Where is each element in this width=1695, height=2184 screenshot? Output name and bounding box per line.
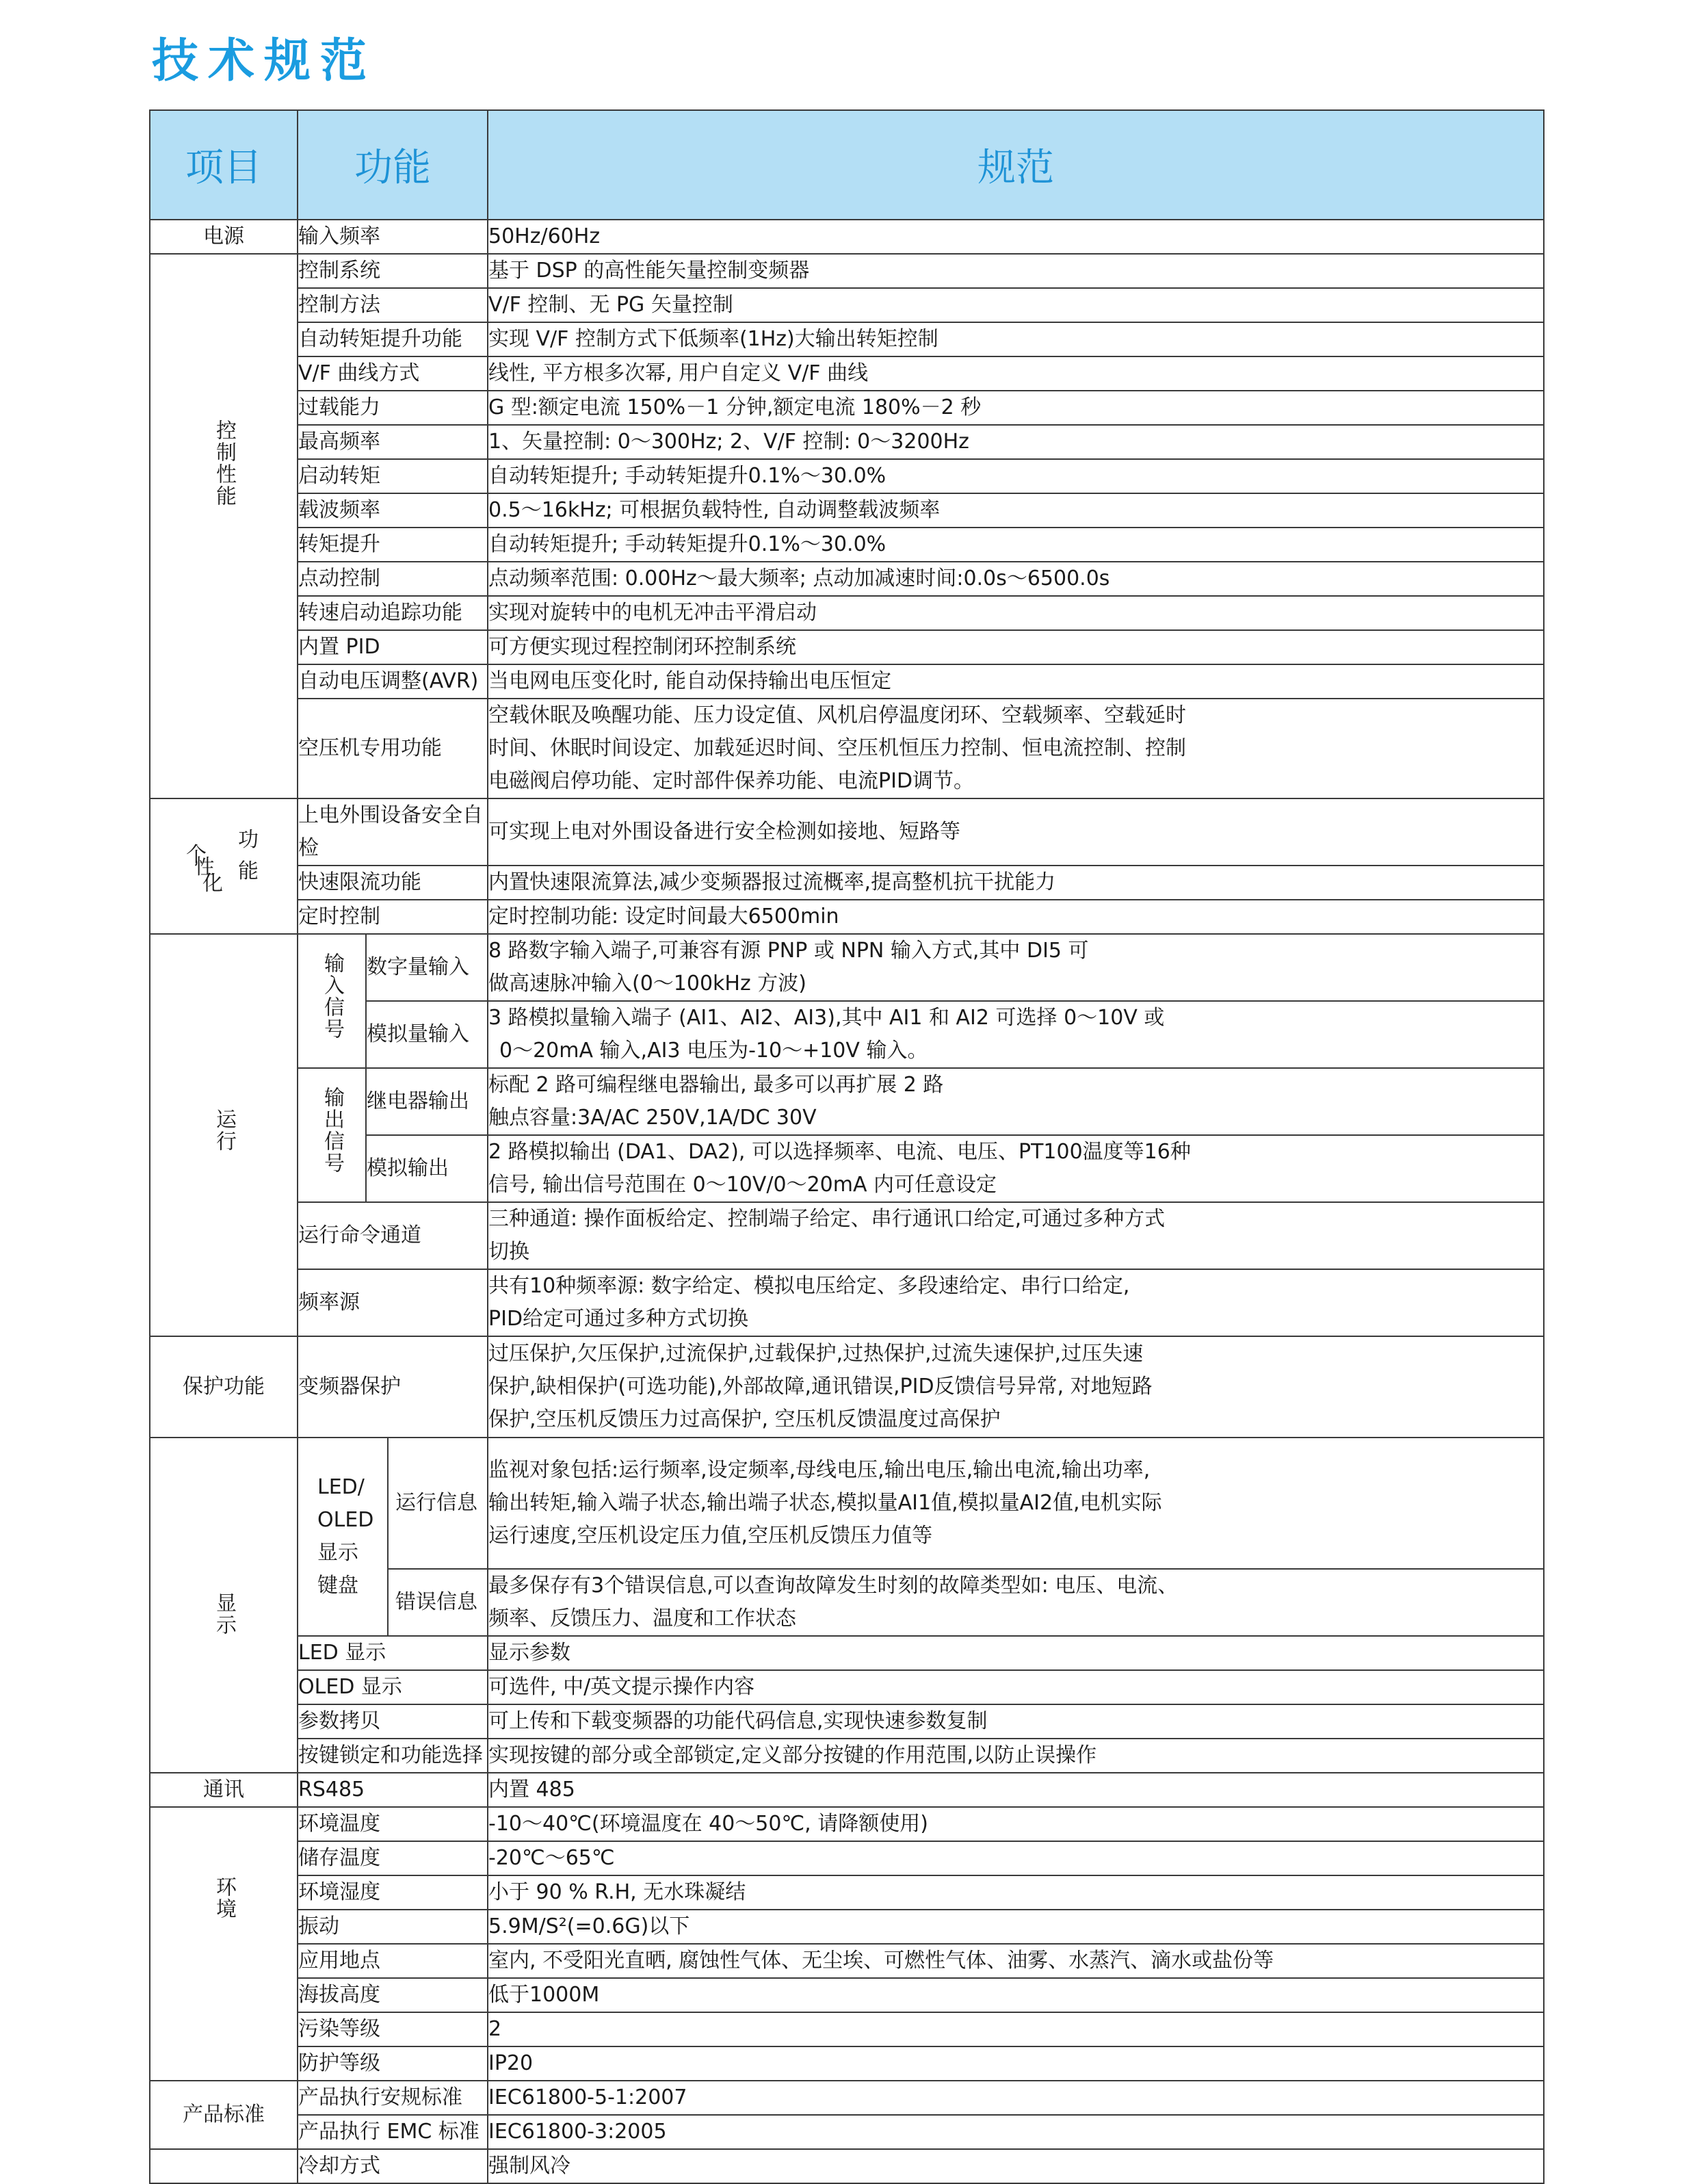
- function-cell: 数字量输入: [366, 934, 488, 1001]
- table-row: [150, 2081, 1544, 2115]
- function-cell: 环境温度: [298, 1807, 488, 1841]
- function-cell: 空压机专用功能: [298, 699, 488, 798]
- table-row: [150, 1841, 1544, 1875]
- table-row: [150, 664, 1544, 699]
- table-row: [150, 288, 1544, 322]
- table-row: [150, 562, 1544, 596]
- spec-cell: [488, 1135, 1544, 1202]
- category-power: 电源: [150, 220, 298, 254]
- spec-cell: 自动转矩提升; 手动转矩提升0.1%～30.0%: [488, 528, 1544, 562]
- spec-cell: -10～40℃(环境温度在 40～50℃, 请降额使用): [488, 1807, 1544, 1841]
- spec-line: 切换: [488, 1240, 529, 1264]
- spec-cell: IEC61800-5-1:2007: [488, 2081, 1544, 2115]
- table-row: [150, 1910, 1544, 1944]
- spec-cell: 室内, 不受阳光直晒, 腐蚀性气体、无尘埃、可燃性气体、油雾、水蒸汽、滴水或盐份等: [488, 1944, 1544, 1978]
- table-row: [150, 1068, 1544, 1135]
- table-row: [150, 2046, 1544, 2081]
- function-cell: 冷却方式: [298, 2149, 488, 2183]
- spec-line: 8 路数字输入端子,可兼容有源 PNP 或 NPN 输入方式,其中 DI5 可: [488, 939, 1089, 963]
- subgroup-led-oled-keypad: LED/ OLED 显示 键盘: [298, 1438, 388, 1636]
- subgroup-output-signal: 输出信号: [298, 1068, 366, 1202]
- function-cell: 污染等级: [298, 2012, 488, 2046]
- category-standard: 产品标准: [150, 2081, 298, 2149]
- category-comm: 通讯: [150, 1773, 298, 1807]
- table-header-row: [150, 110, 1544, 220]
- table-row: [150, 630, 1544, 664]
- category-protection: 保护功能: [150, 1336, 298, 1438]
- spec-line: 最多保存有3个错误信息,可以查询故障发生时刻的故障类型如: 电压、电流、: [488, 1574, 1179, 1598]
- spec-cell: 50Hz/60Hz: [488, 220, 1544, 254]
- spec-cell: 线性, 平方根多次幂, 用户自定义 V/F 曲线: [488, 356, 1544, 391]
- table-row: [150, 1807, 1544, 1841]
- spec-cell: 定时控制功能: 设定时间最大6500min: [488, 900, 1544, 934]
- spec-cell: [488, 1202, 1544, 1269]
- table-row: [150, 493, 1544, 528]
- function-cell: 输入频率: [298, 220, 488, 254]
- function-cell: 错误信息: [388, 1569, 488, 1636]
- spec-cell: V/F 控制、无 PG 矢量控制: [488, 288, 1544, 322]
- function-cell: 自动转矩提升功能: [298, 322, 488, 356]
- table-row: [150, 1636, 1544, 1670]
- function-cell: 振动: [298, 1910, 488, 1944]
- function-cell: 模拟输出: [366, 1135, 488, 1202]
- spec-cell: 点动频率范围: 0.00Hz～最大频率; 点动加减速时间:0.0s～6500.0s: [488, 562, 1544, 596]
- spec-cell: [488, 699, 1544, 798]
- function-cell: 应用地点: [298, 1944, 488, 1978]
- category-personal: [150, 798, 298, 934]
- category-empty: [150, 2149, 298, 2183]
- table-row: [150, 220, 1544, 254]
- category-display-label: 显示: [212, 1591, 236, 1636]
- spec-line: 运行速度,空压机设定压力值,空压机反馈压力值等: [488, 1524, 933, 1548]
- table-row: [150, 1978, 1544, 2012]
- function-cell: 载波频率: [298, 493, 488, 528]
- function-cell: 产品执行安规标准: [298, 2081, 488, 2115]
- spec-cell: 5.9M/S²(=0.6G)以下: [488, 1910, 1544, 1944]
- table-row: [150, 1944, 1544, 1978]
- table-row: [150, 2149, 1544, 2183]
- category-operation: [150, 934, 298, 1336]
- spec-line: 标配 2 路可编程继电器输出, 最多可以再扩展 2 路: [488, 1073, 944, 1097]
- table-row: [150, 1269, 1544, 1336]
- spec-cell: [488, 1336, 1544, 1438]
- function-cell: V/F 曲线方式: [298, 356, 488, 391]
- spec-cell: 实现 V/F 控制方式下低频率(1Hz)大输出转矩控制: [488, 322, 1544, 356]
- spec-cell: 1、矢量控制: 0～300Hz; 2、V/F 控制: 0～3200Hz: [488, 425, 1544, 459]
- table-row: [150, 934, 1544, 1001]
- function-cell: 启动转矩: [298, 459, 488, 493]
- function-cell: 变频器保护: [298, 1336, 488, 1438]
- spec-cell: 可实现上电对外围设备进行安全检测如接地、短路等: [488, 798, 1544, 866]
- function-cell: RS485: [298, 1773, 488, 1807]
- table-row: [150, 254, 1544, 288]
- function-cell: 过载能力: [298, 391, 488, 425]
- table-row: [150, 1704, 1544, 1739]
- spec-line: 输出转矩,输入端子状态,输出端子状态,模拟量AI1值,模拟量AI2值,电机实际: [488, 1491, 1162, 1515]
- spec-line: PID给定可通过多种方式切换: [488, 1307, 749, 1331]
- table-row: [150, 900, 1544, 934]
- spec-cell: 实现按键的部分或全部锁定,定义部分按键的作用范围,以防止误操作: [488, 1739, 1544, 1773]
- spec-line: 0～20mA 输入,AI3 电压为-10～+10V 输入。: [499, 1039, 928, 1063]
- function-cell: 储存温度: [298, 1841, 488, 1875]
- category-env: [150, 1807, 298, 2081]
- table-row: [150, 1670, 1544, 1704]
- spec-line: 保护,空压机反馈压力过高保护, 空压机反馈温度过高保护: [488, 1407, 1001, 1431]
- spec-cell: IEC61800-3:2005: [488, 2115, 1544, 2149]
- function-cell: 频率源: [298, 1269, 488, 1336]
- spec-line: 信号, 输出信号范围在 0～10V/0～20mA 内可任意设定: [488, 1173, 997, 1197]
- table-row: [150, 1438, 1544, 1569]
- spec-cell: G 型:额定电流 150%－1 分钟,额定电流 180%－2 秒: [488, 391, 1544, 425]
- table-row: [150, 798, 1544, 866]
- spec-line: 触点容量:3A/AC 250V,1A/DC 30V: [488, 1106, 817, 1130]
- spec-cell: 当电网电压变化时, 能自动保持输出电压恒定: [488, 664, 1544, 699]
- function-cell: 按键锁定和功能选择: [298, 1739, 488, 1773]
- spec-cell: [488, 1438, 1544, 1569]
- spec-line: 共有10种频率源: 数字给定、模拟电压给定、多段速给定、串行口给定,: [488, 1274, 1130, 1298]
- spec-cell: 强制风冷: [488, 2149, 1544, 2183]
- spec-cell: 2: [488, 2012, 1544, 2046]
- function-cell: 控制系统: [298, 254, 488, 288]
- table-row: [150, 866, 1544, 900]
- spec-cell: 自动转矩提升; 手动转矩提升0.1%～30.0%: [488, 459, 1544, 493]
- table-row: [150, 1875, 1544, 1910]
- function-cell: 运行信息: [388, 1438, 488, 1569]
- function-cell: 环境湿度: [298, 1875, 488, 1910]
- spec-line: 2 路模拟输出 (DA1、DA2), 可以选择频率、电流、电压、PT100温度等16种: [488, 1140, 1191, 1164]
- table-row: [150, 459, 1544, 493]
- spec-line: 电磁阀启停功能、定时部件保养功能、电流PID调节。: [488, 769, 975, 793]
- function-cell: 内置 PID: [298, 630, 488, 664]
- category-operation-label: 运行: [212, 1108, 236, 1152]
- spec-line: 时间、休眠时间设定、加载延迟时间、空压机恒压力控制、恒电流控制、控制: [488, 736, 1186, 760]
- table-row: [150, 425, 1544, 459]
- table-row: [150, 2115, 1544, 2149]
- spec-cell: [488, 934, 1544, 1001]
- spec-cell: [488, 1001, 1544, 1068]
- spec-line: 三种通道: 操作面板给定、控制端子给定、串行通讯口给定,可通过多种方式: [488, 1207, 1166, 1231]
- function-cell: 运行命令通道: [298, 1202, 488, 1269]
- spec-cell: 可上传和下载变频器的功能代码信息,实现快速参数复制: [488, 1704, 1544, 1739]
- function-cell: 海拔高度: [298, 1978, 488, 2012]
- spec-cell: 内置快速限流算法,减少变频器报过流概率,提高整机抗干扰能力: [488, 866, 1544, 900]
- table-row: [150, 322, 1544, 356]
- spec-table: [149, 109, 1545, 2184]
- spec-cell: IP20: [488, 2046, 1544, 2081]
- function-cell: 自动电压调整(AVR): [298, 664, 488, 699]
- function-cell: 控制方法: [298, 288, 488, 322]
- spec-cell: [488, 1569, 1544, 1636]
- table-row: [150, 1773, 1544, 1807]
- function-cell: 上电外围设备安全自检: [298, 798, 488, 866]
- function-cell: 快速限流功能: [298, 866, 488, 900]
- function-cell: 转速启动追踪功能: [298, 596, 488, 630]
- spec-line: 做高速脉冲输入(0～100kHz 方波): [488, 972, 806, 996]
- function-cell: 点动控制: [298, 562, 488, 596]
- table-row: [150, 1202, 1544, 1269]
- spec-cell: [488, 1269, 1544, 1336]
- spec-cell: 基于 DSP 的高性能矢量控制变频器: [488, 254, 1544, 288]
- function-cell: OLED 显示: [298, 1670, 488, 1704]
- category-personal-label: 个 功 能 化 性: [186, 828, 259, 896]
- header-item: 项目: [150, 110, 298, 220]
- spec-line: 频率、反馈压力、温度和工作状态: [488, 1607, 796, 1630]
- table-row: [150, 356, 1544, 391]
- spec-cell: 内置 485: [488, 1773, 1544, 1807]
- header-function: 功能: [298, 110, 488, 220]
- category-env-label: 环境: [212, 1875, 236, 1920]
- spec-cell: 0.5～16kHz; 可根据负载特性, 自动调整载波频率: [488, 493, 1544, 528]
- subgroup-input-signal: 输入信号: [298, 934, 366, 1068]
- function-cell: 防护等级: [298, 2046, 488, 2081]
- function-cell: 转矩提升: [298, 528, 488, 562]
- spec-cell: 可方便实现过程控制闭环控制系统: [488, 630, 1544, 664]
- page-title: 技术规范: [152, 34, 377, 88]
- table-row: [150, 699, 1544, 798]
- spec-cell: 可选件, 中/英文提示操作内容: [488, 1670, 1544, 1704]
- spec-line: 空载休眠及唤醒功能、压力设定值、风机启停温度闭环、空载频率、空载延时: [488, 703, 1186, 727]
- function-cell: 模拟量输入: [366, 1001, 488, 1068]
- category-control-label: 控制性能: [212, 419, 236, 507]
- category-display: [150, 1438, 298, 1773]
- function-cell: 参数拷贝: [298, 1704, 488, 1739]
- table-row: [150, 2012, 1544, 2046]
- category-control: [150, 254, 298, 798]
- function-cell: 最高频率: [298, 425, 488, 459]
- spec-cell: -20℃～65℃: [488, 1841, 1544, 1875]
- function-cell: 定时控制: [298, 900, 488, 934]
- spec-cell: 实现对旋转中的电机无冲击平滑启动: [488, 596, 1544, 630]
- spec-cell: 显示参数: [488, 1636, 1544, 1670]
- spec-line: 监视对象包括:运行频率,设定频率,母线电压,输出电压,输出电流,输出功率,: [488, 1458, 1151, 1482]
- spec-cell: [488, 1068, 1544, 1135]
- function-cell: 产品执行 EMC 标准: [298, 2115, 488, 2149]
- spec-cell: 低于1000M: [488, 1978, 1544, 2012]
- spec-line: 保护,缺相保护(可选功能),外部故障,通讯错误,PID反馈信号异常, 对地短路: [488, 1375, 1153, 1399]
- function-cell: LED 显示: [298, 1636, 488, 1670]
- spec-line: 3 路模拟量输入端子 (AI1、AI2、AI3),其中 AI1 和 AI2 可选择 0～10V 或: [488, 1006, 1165, 1030]
- spec-line: 过压保护,欠压保护,过流保护,过载保护,过热保护,过流失速保护,过压失速: [488, 1342, 1144, 1366]
- table-row: [150, 1336, 1544, 1438]
- table-row: [150, 391, 1544, 425]
- header-spec: 规范: [488, 110, 1544, 220]
- spec-cell: 小于 90 % R.H, 无水珠凝结: [488, 1875, 1544, 1910]
- table-row: [150, 1739, 1544, 1773]
- table-row: [150, 596, 1544, 630]
- function-cell: 继电器输出: [366, 1068, 488, 1135]
- table-row: [150, 528, 1544, 562]
